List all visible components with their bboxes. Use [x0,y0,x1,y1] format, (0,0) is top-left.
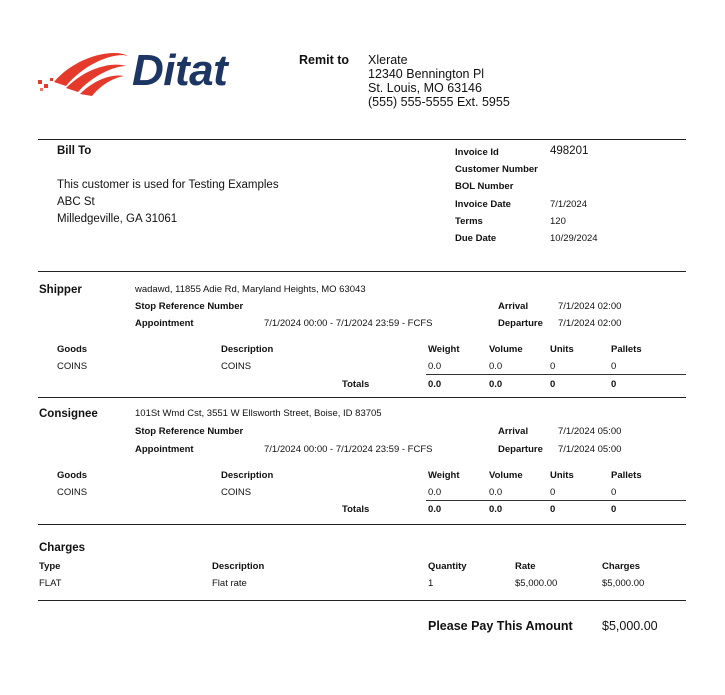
shipper-departure-label: Departure [498,318,543,329]
shipper-row-volume: 0.0 [489,361,503,372]
consignee-arrival: 7/1/2024 05:00 [558,426,622,437]
consignee-arrival-label: Arrival [498,426,529,437]
logo-swoosh-icon [36,42,136,102]
charges-col-type: Type [39,561,61,572]
consignee-row-pallets: 0 [611,487,617,498]
consignee-total-volume: 0.0 [489,504,503,515]
consignee-departure-label: Departure [498,444,543,455]
shipper-appointment: 7/1/2024 00:00 - 7/1/2024 23:59 - FCFS [264,318,433,329]
shipper-total-weight: 0.0 [428,379,442,390]
divider [38,271,686,272]
charges-row-description: Flat rate [212,578,247,589]
logo-wordmark: Ditat [132,46,228,95]
remit-to-label: Remit to [299,53,349,67]
consignee-row-units: 0 [550,487,556,498]
shipper-row-pallets: 0 [611,361,617,372]
shipper-arrival: 7/1/2024 02:00 [558,301,622,312]
shipper-total-units: 0 [550,379,556,390]
shipper-total-pallets: 0 [611,379,617,390]
consignee-label: Consignee [39,408,98,420]
shipper-departure: 7/1/2024 02:00 [558,318,622,329]
shipper-stop-ref-label: Stop Reference Number [135,301,244,312]
shipper-row-weight: 0.0 [428,361,442,372]
charges-col-quantity: Quantity [428,561,467,572]
charges-label: Charges [39,542,86,554]
pay-amount-label: Please Pay This Amount [428,619,573,633]
consignee-row-goods: COINS [57,487,88,498]
company-logo [36,42,266,102]
invoice-date-label: Invoice Date [455,199,511,210]
consignee-stop-ref-label: Stop Reference Number [135,426,244,437]
terms-label: Terms [455,216,483,227]
consignee-total-weight: 0.0 [428,504,442,515]
totals-divider [426,374,686,375]
divider [38,600,686,601]
shipper-col-description: Description [221,344,274,355]
consignee-row-weight: 0.0 [428,487,442,498]
consignee-totals-label: Totals [342,504,370,515]
shipper-col-units: Units [550,344,574,355]
divider [38,397,686,398]
shipper-label: Shipper [39,284,82,296]
consignee-appointment: 7/1/2024 00:00 - 7/1/2024 23:59 - FCFS [264,444,433,455]
remit-to-block [368,53,510,109]
due-date-label: Due Date [455,233,497,244]
charges-col-rate: Rate [515,561,536,572]
shipper-appointment-label: Appointment [135,318,194,329]
pay-amount: $5,000.00 [602,619,658,633]
invoice-date: 7/1/2024 [550,199,587,210]
consignee-col-volume: Volume [489,470,523,481]
shipper-row-goods: COINS [57,361,88,372]
bill-to-line1: This customer is used for Testing Examples [57,179,279,191]
consignee-address: 101St Wmd Cst, 3551 W Ellsworth Street, Boise, ID 83705 [135,408,382,419]
shipper-col-pallets: Pallets [611,344,642,355]
terms-value: 120 [550,216,566,227]
shipper-col-volume: Volume [489,344,523,355]
consignee-col-units: Units [550,470,574,481]
charges-row-charges: $5,000.00 [602,578,645,589]
shipper-address: wadawd, 11855 Adie Rd, Maryland Heights, MO 63043 [135,284,366,295]
consignee-col-description: Description [221,470,274,481]
divider [38,524,686,525]
shipper-totals-label: Totals [342,379,370,390]
bol-number-label: BOL Number [455,181,514,192]
bill-to-line3: Milledgeville, GA 31061 [57,213,178,225]
consignee-departure: 7/1/2024 05:00 [558,444,622,455]
customer-number-label: Customer Number [455,164,538,175]
consignee-col-pallets: Pallets [611,470,642,481]
invoice-id-label: Invoice Id [455,147,499,158]
charges-row-rate: $5,000.00 [515,578,558,589]
divider [38,139,686,140]
consignee-total-units: 0 [550,504,556,515]
bill-to-line2: ABC St [57,196,95,208]
shipper-col-goods: Goods [57,344,88,355]
invoice-id: 498201 [550,145,589,157]
consignee-appointment-label: Appointment [135,444,194,455]
consignee-col-weight: Weight [428,470,460,481]
remit-address-line1: 12340 Bennington Pl [368,67,485,81]
shipper-row-units: 0 [550,361,556,372]
consignee-row-volume: 0.0 [489,487,503,498]
consignee-row-description: COINS [221,487,252,498]
shipper-arrival-label: Arrival [498,301,529,312]
remit-name: Xlerate [368,53,408,67]
bill-to-label: Bill To [57,145,92,157]
remit-phone: (555) 555-5555 Ext. 5955 [368,95,510,109]
shipper-row-description: COINS [221,361,252,372]
charges-col-description: Description [212,561,265,572]
due-date: 10/29/2024 [550,233,598,244]
charges-row-type: FLAT [39,578,62,589]
charges-row-quantity: 1 [428,578,434,589]
consignee-col-goods: Goods [57,470,88,481]
totals-divider [426,500,686,501]
remit-address-line2: St. Louis, MO 63146 [368,81,482,95]
shipper-col-weight: Weight [428,344,460,355]
charges-col-charges: Charges [602,561,641,572]
shipper-total-volume: 0.0 [489,379,503,390]
consignee-total-pallets: 0 [611,504,617,515]
